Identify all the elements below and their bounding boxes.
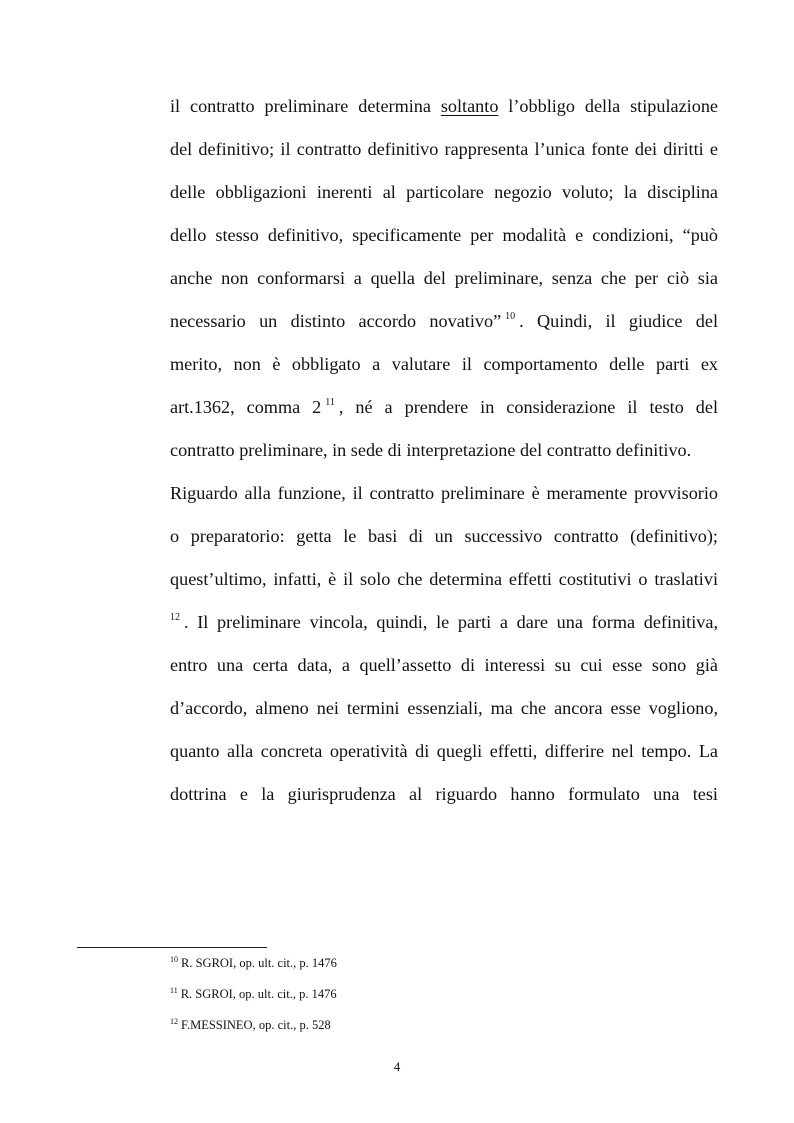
footnote-ref: 10	[505, 311, 516, 322]
body-line: delle obbligazioni inerenti al particolare negozio voluto; la disciplina	[170, 182, 718, 202]
body-line: quanto alla concreta operatività di quegli effetti, differire nel tempo. La	[170, 741, 718, 761]
footnote-ref: 11	[325, 397, 335, 408]
footnote-separator	[77, 947, 267, 948]
body-line: necessario un distinto accordo novativo” $^{10}$ . Quindi, il giudice del	[170, 311, 718, 331]
body-line: art.1362, comma 2 $^{11}$ , né a prendere in considerazione il testo del	[170, 397, 718, 417]
body-line: Riguardo alla funzione, il contratto preliminare è meramente provvisorio	[170, 483, 718, 503]
body-line: contratto preliminare, in sede di interpretazione del contratto definitivo.	[170, 440, 692, 460]
body-line: merito, non è obbligato a valutare il comportamento delle parti ex	[170, 354, 718, 374]
underlined-word: soltanto	[440, 96, 499, 116]
body-line: dello stesso definitivo, specificamente per modalità e condizioni, “può	[170, 225, 718, 245]
footnote: $^{10}$ R. SGROI, op. ult. cit., p. 1476	[170, 955, 337, 970]
body-line: dottrina e la giurisprudenza al riguardo hanno formulato una tesi	[170, 784, 718, 804]
page-number: 4	[393, 1059, 401, 1074]
body-line: il contratto preliminare determina soltanto l’obbligo della stipulazione	[170, 96, 718, 116]
body-line: entro una certa data, a quell’assetto di interessi su cui esse sono già	[170, 655, 718, 675]
body-line: del definitivo; il contratto definitivo rappresenta l’unica fonte dei diritti e	[170, 139, 718, 159]
footnote: $^{12}$ F.MESSINEO, op. cit., p. 528	[170, 1017, 331, 1032]
footnote-ref: 12	[170, 612, 180, 623]
body-line: $^{12}$ . Il preliminare vincola, quindi, le parti a dare una forma definitiva,	[170, 612, 718, 632]
footnote: $^{11}$ R. SGROI, op. ult. cit., p. 1476	[170, 986, 337, 1001]
body-line: anche non conformarsi a quella del preliminare, senza che per ciò sia	[170, 268, 718, 288]
body-line: quest’ultimo, infatti, è il solo che determina effetti costitutivi o traslativi	[170, 569, 718, 589]
body-line: o preparatorio: getta le basi di un successivo contratto (definitivo);	[170, 526, 718, 546]
body-line: d’accordo, almeno nei termini essenziali, ma che ancora esse vogliono,	[170, 698, 718, 718]
